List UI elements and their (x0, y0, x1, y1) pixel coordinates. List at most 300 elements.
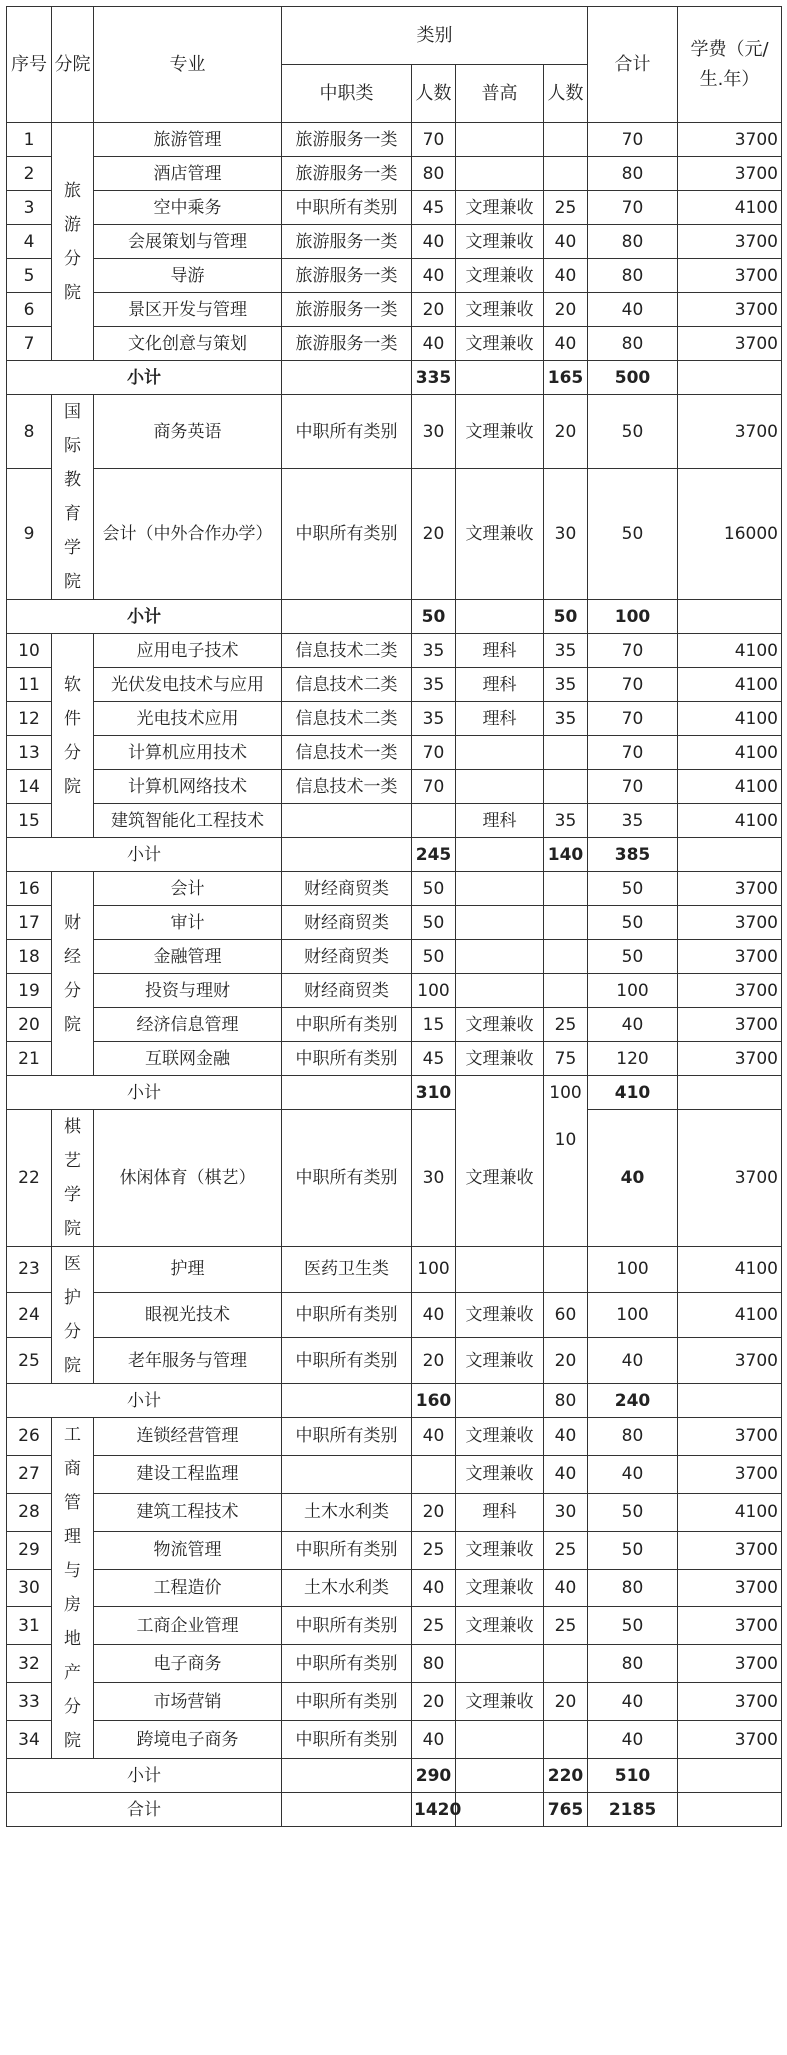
fee-cell: 3700 (678, 225, 782, 259)
header-count-general: 人数 (544, 65, 588, 123)
grand-total-label: 合计 (7, 1793, 282, 1827)
general-count-cell (544, 770, 588, 804)
row-total-cell: 50 (588, 906, 678, 940)
subtotal-general-count: 80 (544, 1384, 588, 1418)
vocational-category-cell: 中职所有类别 (282, 1531, 412, 1569)
row-index: 25 (7, 1338, 52, 1384)
vocational-count-cell: 20 (412, 1493, 456, 1531)
row-index: 7 (7, 327, 52, 361)
general-count-cell: 40 (544, 1455, 588, 1493)
fee-cell: 3700 (678, 1721, 782, 1759)
general-count-cell: 60 (544, 1292, 588, 1338)
vocational-category-cell: 中职所有类别 (282, 191, 412, 225)
subtotal-fee-cell (678, 838, 782, 872)
fee-cell: 3700 (678, 1645, 782, 1683)
grand-total-total: 2185 (588, 1793, 678, 1827)
table-row (7, 327, 782, 361)
subtotal-general-count: 220 (544, 1759, 588, 1793)
row-index: 22 (7, 1110, 52, 1247)
general-category-cell: 理科 (456, 668, 544, 702)
major-cell: 旅游管理 (94, 123, 282, 157)
grand-total-general-category-cell (456, 1793, 544, 1827)
division-cell: 工商管理与房地产分院 (52, 1418, 94, 1759)
vocational-category-cell: 土木水利类 (282, 1569, 412, 1607)
vocational-count-cell: 35 (412, 634, 456, 668)
header-count-vocational: 人数 (412, 65, 456, 123)
subtotal-vocational-category-cell (282, 838, 412, 872)
major-cell: 物流管理 (94, 1531, 282, 1569)
vocational-count-cell: 25 (412, 1607, 456, 1645)
general-category-cell (456, 1645, 544, 1683)
major-cell: 金融管理 (94, 940, 282, 974)
general-count-cell (544, 736, 588, 770)
general-category-cell: 文理兼收 (456, 293, 544, 327)
table-row (7, 1247, 782, 1293)
general-count-cell (544, 1645, 588, 1683)
table-row (7, 634, 782, 668)
table-row (7, 906, 782, 940)
fee-cell: 4100 (678, 1493, 782, 1531)
table-row (7, 1418, 782, 1456)
row-total-cell: 50 (588, 872, 678, 906)
subtotal-general-category-cell (456, 1759, 544, 1793)
general-category-cell (456, 1721, 544, 1759)
vocational-category-cell: 土木水利类 (282, 1493, 412, 1531)
general-count-cell: 75 (544, 1042, 588, 1076)
table-row (7, 1292, 782, 1338)
subtotal-total: 240 (588, 1384, 678, 1418)
vocational-category-cell: 信息技术一类 (282, 770, 412, 804)
general-category-cell: 文理兼收 (456, 1076, 544, 1247)
row-total-cell: 100 (588, 1292, 678, 1338)
row-index: 12 (7, 702, 52, 736)
general-category-cell: 文理兼收 (456, 1569, 544, 1607)
table-row (7, 1493, 782, 1531)
row-index: 16 (7, 872, 52, 906)
table-row (7, 1569, 782, 1607)
row-index: 8 (7, 395, 52, 469)
vocational-count-cell: 45 (412, 191, 456, 225)
division-cell: 旅游分院 (52, 123, 94, 361)
major-cell: 眼视光技术 (94, 1292, 282, 1338)
vocational-category-cell: 旅游服务一类 (282, 123, 412, 157)
general-count-cell: 20 (544, 293, 588, 327)
major-cell: 投资与理财 (94, 974, 282, 1008)
subtotal-fee-cell (678, 1076, 782, 1110)
row-index: 27 (7, 1455, 52, 1493)
row-index: 28 (7, 1493, 52, 1531)
fee-cell: 3700 (678, 1569, 782, 1607)
fee-cell: 3700 (678, 1455, 782, 1493)
subtotal-vocational-count: 290 (412, 1759, 456, 1793)
header-row-top (7, 7, 782, 65)
subtotal-label: 小计 (7, 1076, 282, 1110)
subtotal-vocational-category-cell (282, 361, 412, 395)
fee-cell: 4100 (678, 1292, 782, 1338)
general-count-cell: 10 (554, 1130, 577, 1150)
major-cell: 护理 (94, 1247, 282, 1293)
row-index: 15 (7, 804, 52, 838)
fee-cell: 4100 (678, 770, 782, 804)
general-category-cell (456, 872, 544, 906)
vocational-count-cell: 30 (412, 1110, 456, 1247)
row-total-cell: 100 (588, 1247, 678, 1293)
vocational-count-cell: 30 (412, 395, 456, 469)
subtotal-row (7, 1076, 782, 1110)
table-row (7, 1110, 782, 1247)
general-count-cell (544, 123, 588, 157)
table-row (7, 157, 782, 191)
subtotal-row (7, 361, 782, 395)
major-cell: 会计 (94, 872, 282, 906)
vocational-count-cell: 100 (412, 1247, 456, 1293)
vocational-count-cell (412, 804, 456, 838)
general-category-cell: 文理兼收 (456, 1338, 544, 1384)
general-category-cell: 文理兼收 (456, 1418, 544, 1456)
table-row (7, 736, 782, 770)
subtotal-vocational-count: 160 (412, 1384, 456, 1418)
division-cell: 财经分院 (52, 872, 94, 1076)
row-index: 33 (7, 1683, 52, 1721)
fee-cell: 16000 (678, 469, 782, 600)
subtotal-row (7, 1759, 782, 1793)
table-row (7, 191, 782, 225)
row-index: 11 (7, 668, 52, 702)
division-cell: 医护分院 (52, 1247, 94, 1384)
major-cell: 审计 (94, 906, 282, 940)
table-row (7, 259, 782, 293)
row-total-cell: 70 (588, 668, 678, 702)
table-row (7, 1721, 782, 1759)
vocational-category-cell (282, 804, 412, 838)
general-category-cell: 文理兼收 (456, 1683, 544, 1721)
vocational-count-cell: 35 (412, 668, 456, 702)
table-row (7, 804, 782, 838)
general-category-cell (456, 974, 544, 1008)
general-count-cell (544, 906, 588, 940)
row-index: 21 (7, 1042, 52, 1076)
vocational-count-cell: 40 (412, 225, 456, 259)
vocational-count-cell: 40 (412, 1418, 456, 1456)
row-index: 5 (7, 259, 52, 293)
grand-total-fee-cell (678, 1793, 782, 1827)
division-cell: 软件分院 (52, 634, 94, 838)
table-row (7, 225, 782, 259)
row-total-cell: 70 (588, 770, 678, 804)
row-total-cell: 40 (588, 1008, 678, 1042)
row-index: 30 (7, 1569, 52, 1607)
fee-cell: 3700 (678, 259, 782, 293)
vocational-count-cell: 40 (412, 259, 456, 293)
header-general: 普高 (456, 65, 544, 123)
vocational-count-cell: 25 (412, 1531, 456, 1569)
general-count-cell: 35 (544, 702, 588, 736)
general-count-cell (544, 157, 588, 191)
table-row (7, 1531, 782, 1569)
row-index: 17 (7, 906, 52, 940)
row-total-cell: 120 (588, 1042, 678, 1076)
fee-cell: 3700 (678, 293, 782, 327)
general-category-cell: 文理兼收 (456, 1455, 544, 1493)
header-category: 类别 (282, 7, 588, 65)
subtotal-fee-cell (678, 1384, 782, 1418)
major-cell: 空中乘务 (94, 191, 282, 225)
general-count-cell: 20 (544, 1338, 588, 1384)
general-category-cell (456, 157, 544, 191)
header-major: 专业 (94, 7, 282, 123)
division-cell: 国际教育学院 (52, 395, 94, 600)
row-index: 32 (7, 1645, 52, 1683)
row-total-cell: 35 (588, 804, 678, 838)
row-index: 10 (7, 634, 52, 668)
vocational-count-cell: 50 (412, 872, 456, 906)
enrollment-plan-table (6, 6, 782, 1827)
subtotal-total: 100 (588, 600, 678, 634)
table-row (7, 1645, 782, 1683)
major-cell: 经济信息管理 (94, 1008, 282, 1042)
division-cell: 棋艺学院 (52, 1110, 94, 1247)
vocational-count-cell: 80 (412, 157, 456, 191)
vocational-category-cell: 旅游服务一类 (282, 259, 412, 293)
general-category-cell (456, 940, 544, 974)
general-count-cell (544, 940, 588, 974)
fee-cell: 4100 (678, 634, 782, 668)
row-total-cell: 50 (588, 1493, 678, 1531)
row-total-cell: 40 (588, 1721, 678, 1759)
vocational-category-cell: 医药卫生类 (282, 1247, 412, 1293)
row-index: 18 (7, 940, 52, 974)
subtotal-general-count: 165 (544, 361, 588, 395)
row-index: 2 (7, 157, 52, 191)
row-index: 6 (7, 293, 52, 327)
row-index: 19 (7, 974, 52, 1008)
general-category-cell: 理科 (456, 804, 544, 838)
table-row (7, 974, 782, 1008)
table-row (7, 1683, 782, 1721)
row-total-cell: 40 (588, 293, 678, 327)
grand-total-row (7, 1793, 782, 1827)
row-total-cell: 50 (588, 1607, 678, 1645)
fee-cell: 4100 (678, 702, 782, 736)
row-total-cell: 80 (588, 1645, 678, 1683)
row-total-cell: 70 (588, 702, 678, 736)
general-category-cell: 文理兼收 (456, 191, 544, 225)
general-category-cell: 文理兼收 (456, 259, 544, 293)
header-fee: 学费（元/生.年） (678, 7, 782, 123)
major-cell: 建筑智能化工程技术 (94, 804, 282, 838)
major-cell: 文化创意与策划 (94, 327, 282, 361)
general-count-cell: 25 (544, 1008, 588, 1042)
vocational-count-cell: 50 (412, 906, 456, 940)
general-count-cell (544, 872, 588, 906)
vocational-category-cell: 中职所有类别 (282, 1683, 412, 1721)
vocational-category-cell: 信息技术二类 (282, 702, 412, 736)
table-row (7, 469, 782, 600)
subtotal-vocational-count: 50 (412, 600, 456, 634)
fee-cell: 3700 (678, 157, 782, 191)
vocational-count-cell: 35 (412, 702, 456, 736)
major-cell: 休闲体育（棋艺） (94, 1110, 282, 1247)
general-category-cell: 文理兼收 (456, 1531, 544, 1569)
major-cell: 建筑工程技术 (94, 1493, 282, 1531)
row-index: 14 (7, 770, 52, 804)
major-cell: 电子商务 (94, 1645, 282, 1683)
vocational-category-cell: 中职所有类别 (282, 1008, 412, 1042)
major-cell: 会展策划与管理 (94, 225, 282, 259)
vocational-category-cell: 信息技术一类 (282, 736, 412, 770)
subtotal-vocational-category-cell (282, 1076, 412, 1110)
vocational-category-cell: 财经商贸类 (282, 872, 412, 906)
vocational-category-cell: 财经商贸类 (282, 974, 412, 1008)
general-category-cell (456, 1247, 544, 1293)
fee-cell: 3700 (678, 1531, 782, 1569)
fee-cell: 3700 (678, 1418, 782, 1456)
row-total-cell: 100 (588, 974, 678, 1008)
general-category-cell (456, 736, 544, 770)
major-cell: 光伏发电技术与应用 (94, 668, 282, 702)
row-total-cell: 80 (588, 225, 678, 259)
fee-cell: 3700 (678, 123, 782, 157)
vocational-count-cell: 70 (412, 770, 456, 804)
vocational-category-cell: 旅游服务一类 (282, 225, 412, 259)
vocational-category-cell (282, 1455, 412, 1493)
major-cell: 商务英语 (94, 395, 282, 469)
subtotal-row (7, 838, 782, 872)
row-total-cell: 70 (588, 736, 678, 770)
general-category-cell: 理科 (456, 1493, 544, 1531)
row-index: 1 (7, 123, 52, 157)
subtotal-total: 510 (588, 1759, 678, 1793)
table-row (7, 872, 782, 906)
vocational-count-cell: 20 (412, 469, 456, 600)
major-cell: 导游 (94, 259, 282, 293)
vocational-count-cell: 20 (412, 1338, 456, 1384)
major-cell: 酒店管理 (94, 157, 282, 191)
row-index: 29 (7, 1531, 52, 1569)
vocational-category-cell: 中职所有类别 (282, 395, 412, 469)
vocational-category-cell: 中职所有类别 (282, 1042, 412, 1076)
vocational-category-cell: 中职所有类别 (282, 1110, 412, 1247)
row-total-cell: 80 (588, 1569, 678, 1607)
table-row (7, 940, 782, 974)
vocational-category-cell: 中职所有类别 (282, 1721, 412, 1759)
general-category-cell (456, 770, 544, 804)
vocational-category-cell: 中职所有类别 (282, 1607, 412, 1645)
general-count-cell: 35 (544, 668, 588, 702)
subtotal-label: 小计 (7, 600, 282, 634)
general-count-cell: 35 (544, 634, 588, 668)
row-total-cell: 40 (588, 1455, 678, 1493)
table-row (7, 1607, 782, 1645)
vocational-category-cell: 中职所有类别 (282, 469, 412, 600)
general-category-cell: 理科 (456, 702, 544, 736)
row-total-cell: 80 (588, 259, 678, 293)
subtotal-general-category-cell (456, 838, 544, 872)
row-index: 26 (7, 1418, 52, 1456)
row-total-cell: 50 (588, 1531, 678, 1569)
subtotal-vocational-count: 310 (412, 1076, 456, 1110)
row-index: 13 (7, 736, 52, 770)
general-category-cell (456, 123, 544, 157)
subtotal-fee-cell (678, 600, 782, 634)
header-vocational: 中职类 (282, 65, 412, 123)
subtotal-general-count: 140 (544, 838, 588, 872)
vocational-count-cell: 20 (412, 1683, 456, 1721)
subtotal-row (7, 1384, 782, 1418)
fee-cell: 3700 (678, 1042, 782, 1076)
major-cell: 连锁经营管理 (94, 1418, 282, 1456)
general-count-cell: 40 (544, 259, 588, 293)
general-category-cell: 文理兼收 (456, 1042, 544, 1076)
subtotal-label: 小计 (7, 1759, 282, 1793)
row-total-cell: 70 (588, 634, 678, 668)
major-cell: 跨境电子商务 (94, 1721, 282, 1759)
table-row (7, 1338, 782, 1384)
vocational-count-cell (412, 1455, 456, 1493)
subtotal-total: 410 (588, 1076, 678, 1110)
general-count-cell (544, 974, 588, 1008)
fee-cell: 4100 (678, 736, 782, 770)
general-category-cell: 文理兼收 (456, 1607, 544, 1645)
row-index: 3 (7, 191, 52, 225)
general-count-cell: 30 (544, 1493, 588, 1531)
row-index: 4 (7, 225, 52, 259)
fee-cell: 3700 (678, 1008, 782, 1042)
fee-cell: 3700 (678, 1607, 782, 1645)
general-category-cell: 文理兼收 (456, 469, 544, 600)
row-index: 23 (7, 1247, 52, 1293)
general-count-cell: 25 (544, 1607, 588, 1645)
major-cell: 景区开发与管理 (94, 293, 282, 327)
general-count-cell: 20 (544, 1683, 588, 1721)
table-row (7, 395, 782, 469)
general-count-cell: 25 (544, 191, 588, 225)
general-count-cell (544, 1721, 588, 1759)
row-index: 9 (7, 469, 52, 600)
subtotal-general-count (544, 1076, 588, 1247)
subtotal-general-category-cell (456, 600, 544, 634)
table-row (7, 1008, 782, 1042)
major-cell: 互联网金融 (94, 1042, 282, 1076)
subtotal-vocational-category-cell (282, 600, 412, 634)
subtotal-total: 500 (588, 361, 678, 395)
general-count-cell: 25 (544, 1531, 588, 1569)
subtotal-label: 小计 (7, 838, 282, 872)
header-total: 合计 (588, 7, 678, 123)
major-cell: 会计（中外合作办学） (94, 469, 282, 600)
general-count-cell: 40 (544, 225, 588, 259)
vocational-category-cell: 中职所有类别 (282, 1292, 412, 1338)
general-count-cell: 30 (544, 469, 588, 600)
vocational-category-cell: 财经商贸类 (282, 940, 412, 974)
grand-total-vocational-category-cell (282, 1793, 412, 1827)
major-cell: 计算机应用技术 (94, 736, 282, 770)
vocational-count-cell: 70 (412, 736, 456, 770)
general-count-cell: 40 (544, 1569, 588, 1607)
vocational-category-cell: 信息技术二类 (282, 668, 412, 702)
table-row (7, 1042, 782, 1076)
subtotal-fee-cell (678, 361, 782, 395)
fee-cell: 3700 (678, 1338, 782, 1384)
general-count-cell: 40 (544, 1418, 588, 1456)
row-total-cell: 40 (588, 1683, 678, 1721)
subtotal-general-count: 100 (549, 1083, 582, 1103)
vocational-count-cell: 40 (412, 327, 456, 361)
table-row (7, 293, 782, 327)
table-row (7, 123, 782, 157)
vocational-count-cell: 45 (412, 1042, 456, 1076)
row-total-cell: 80 (588, 327, 678, 361)
